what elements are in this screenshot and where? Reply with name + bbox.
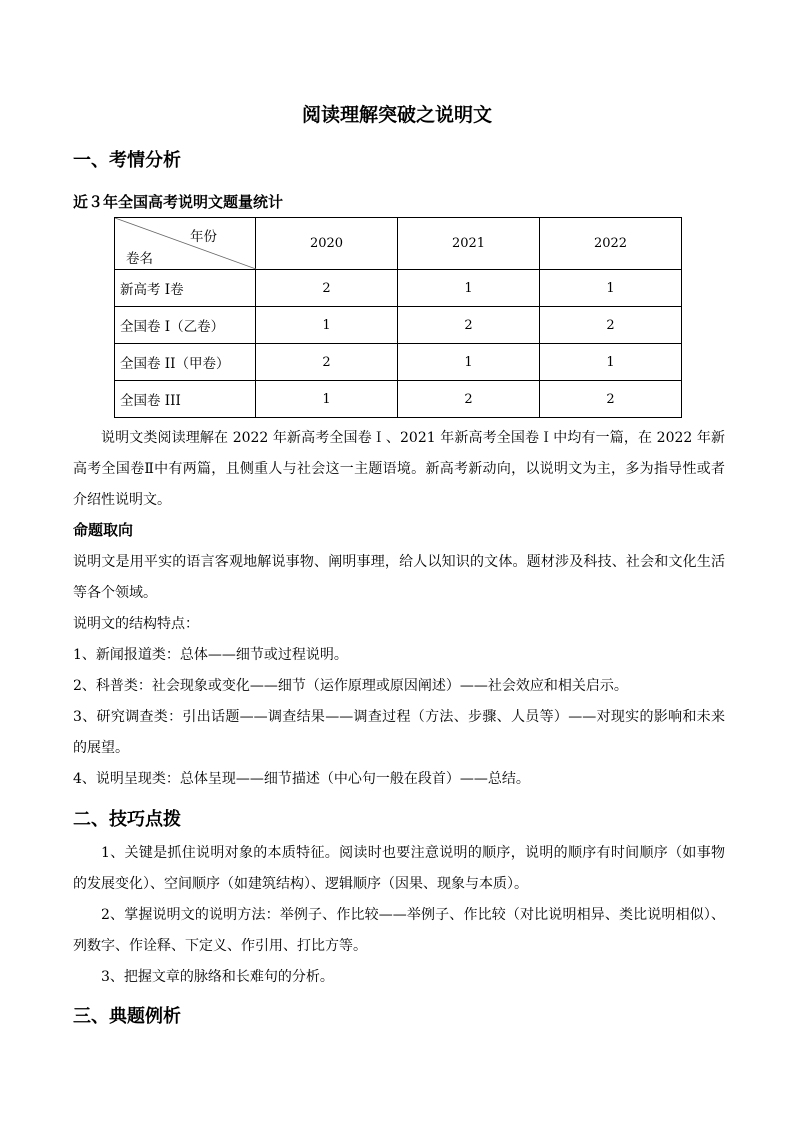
intro-paragraph: 说明文类阅读理解在 2022 年新高考全国卷Ｉ、2021 年新高考全国卷Ｉ中均有一篇，在 2022 年新高考全国卷Ⅱ中有两篇，且侧重人与社会这一主题语境。新高考新动向，以说明文为主，多为指导性或者介绍性说明文。 <box>73 430 725 508</box>
stats-table <box>114 217 682 418</box>
row-name-cell: 全国卷 III <box>115 381 256 418</box>
table-row <box>115 270 682 307</box>
document-title: 阅读理解突破之说明文 <box>301 104 492 126</box>
value-cell: 2 <box>398 307 540 344</box>
structure-item: 2、科普类：社会现象或变化——细节（运作原理或原因阐述）——社会效应和相关启示。 <box>73 678 628 694</box>
tip-paragraph: 1、关键是抓住说明对象的本质特征。阅读时也要注意说明的顺序，说明的顺序有时间顺序（如事物的发展变化）、空间顺序（如建筑结构）、逻辑顺序（因果、现象与本质）。 <box>73 845 725 892</box>
section-heading-analysis: 一、考情分析 <box>73 150 181 171</box>
value-cell: 2 <box>256 344 398 381</box>
section-heading-tips: 二、技巧点拨 <box>73 809 181 830</box>
row-name-cell: 全国卷 I（乙卷） <box>115 307 256 344</box>
section-heading-examples: 三、典题例析 <box>73 1006 181 1027</box>
value-cell: 1 <box>540 344 682 381</box>
table-caption: 近３年全国高考说明文题量统计 <box>73 193 284 211</box>
table-row <box>115 307 682 344</box>
value-cell: 2 <box>540 307 682 344</box>
structure-item: 3、研究调查类：引出话题——调查结果——调查过程（方法、步骤、人员等）——对现实的影响和未来的展望。 <box>73 709 725 756</box>
diagonal-header-cell <box>115 218 256 270</box>
value-cell: 1 <box>540 270 682 307</box>
header-year-cell: 2020 <box>256 218 398 270</box>
value-cell: 2 <box>256 270 398 307</box>
row-name-cell: 全国卷 II（甲卷） <box>115 344 256 381</box>
header-year-label: 年份 <box>190 229 217 245</box>
value-cell: 1 <box>256 381 398 418</box>
orientation-heading: 命题取向 <box>73 521 134 539</box>
header-paper-label: 卷名 <box>126 251 153 267</box>
value-cell: 1 <box>398 270 540 307</box>
row-name-cell: 新高考 I卷 <box>115 270 256 307</box>
header-year-cell: 2021 <box>398 218 540 270</box>
structure-heading: 说明文的结构特点： <box>73 616 199 632</box>
value-cell: 2 <box>398 381 540 418</box>
structure-item: 1、新闻报道类：总体——细节或过程说明。 <box>73 647 348 663</box>
value-cell: 2 <box>540 381 682 418</box>
table-row <box>115 381 682 418</box>
structure-item: 4、说明呈现类：总体呈现——细节描述（中心句一般在段首）——总结。 <box>73 771 530 787</box>
table-row <box>115 344 682 381</box>
tip-paragraph: 3、把握文章的脉络和长难句的分析。 <box>101 969 334 985</box>
tip-paragraph: 2、掌握说明文的说明方法：举例子、作比较——举例子、作比较（对比说明相异、类比说明相似）、列数字、作诠释、下定义、作引用、打比方等。 <box>73 907 725 954</box>
value-cell: 1 <box>256 307 398 344</box>
table-header-row <box>115 218 682 270</box>
definition-paragraph: 说明文是用平实的语言客观地解说事物、阐明事理，给人以知识的文体。题材涉及科技、社会和文化生活等各个领域。 <box>73 554 725 601</box>
value-cell: 1 <box>398 344 540 381</box>
header-year-cell: 2022 <box>540 218 682 270</box>
